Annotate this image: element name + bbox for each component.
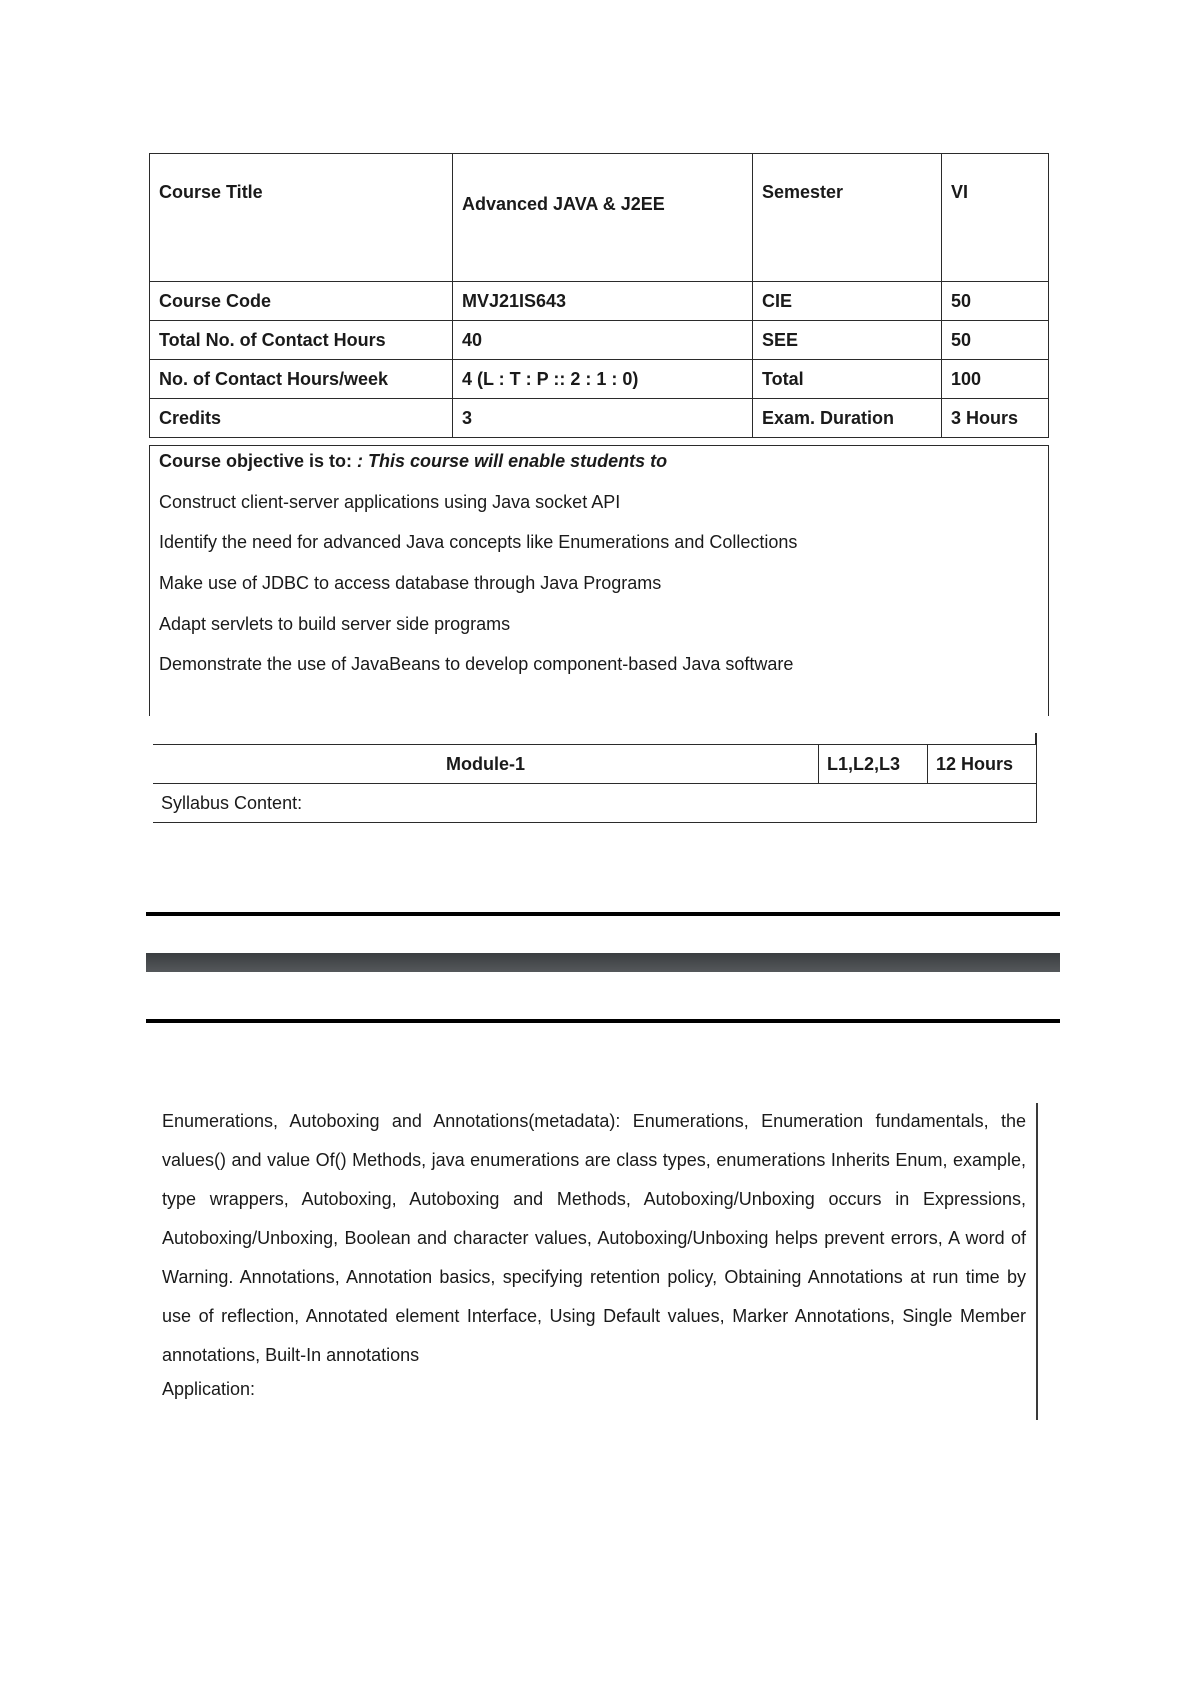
module-header-row [153,745,1037,784]
objective-item: Make use of JDBC to access database through Java Programs [159,573,662,593]
course-title-value: Advanced JAVA & J2EE [453,154,753,282]
syllabus-label-row [153,784,1037,823]
divider-thick-bar [146,953,1060,972]
module-hours: 12 Hours [928,745,1037,784]
divider-bottom [146,1019,1060,1023]
course-objective-box [149,445,1049,716]
course-title-label: Course Title [150,154,453,282]
objective-item: Demonstrate the use of JavaBeans to develop component-based Java software [159,654,794,674]
exam-duration-value: 3 Hours [942,399,1049,438]
objective-item: Construct client-server applications using Java socket API [159,492,621,512]
syllabus-text: Enumerations, Autoboxing and Annotations(metadata): Enumerations, Enumeration fundamentals, the values() and value Of() Methods, java enumerations are class types, enumerations Inherits Enum, example, type wrappers, Autoboxing, Autoboxing and Methods, Autoboxing/Unboxing occurs in Expressions, Autoboxing/Unboxing, Boolean and character values, Autoboxing/Unboxing helps prevent errors, A word of Warning. Annotations, Annotation basics, specifying retention policy, Obtaining Annotations at run time by use of reflection, Annotated element Interface, Using Default values, Marker Annotations, Single Member annotations, Built-In annotations [162,1111,1026,1365]
divider-top [146,912,1060,916]
objective-item: Adapt servlets to build server side programs [159,614,511,634]
objective-heading-bold: Course objective is to: [159,451,358,471]
table-row [150,321,1049,360]
total-value: 100 [942,360,1049,399]
module-title: Module-1 [153,745,819,784]
cie-label: CIE [753,282,942,321]
hours-per-week-value: 4 (L : T : P :: 2 : 1 : 0) [453,360,753,399]
credits-value: 3 [453,399,753,438]
table-row [150,399,1049,438]
syllabus-content-label: Syllabus Content: [153,784,1037,823]
credits-label: Credits [150,399,453,438]
semester-label: Semester [753,154,942,282]
syllabus-right-border [1036,1103,1038,1420]
module-table [153,744,1037,823]
see-label: SEE [753,321,942,360]
course-code-value: MVJ21IS643 [453,282,753,321]
module-levels: L1,L2,L3 [819,745,928,784]
table-row [150,282,1049,321]
course-code-label: Course Code [150,282,453,321]
total-label: Total [753,360,942,399]
hours-per-week-label: No. of Contact Hours/week [150,360,453,399]
see-value: 50 [942,321,1049,360]
objective-heading-italic: : This course will enable students to [357,451,668,471]
contact-hours-label: Total No. of Contact Hours [150,321,453,360]
semester-value: VI [942,154,1049,282]
objective-heading [159,451,667,472]
table-row [150,154,1049,282]
cie-value: 50 [942,282,1049,321]
exam-duration-label: Exam. Duration [753,399,942,438]
contact-hours-value: 40 [453,321,753,360]
objective-item: Identify the need for advanced Java concepts like Enumerations and Collections [159,532,798,552]
course-info-table [149,153,1049,438]
application-label: Application: [162,1379,256,1399]
table-row [150,360,1049,399]
